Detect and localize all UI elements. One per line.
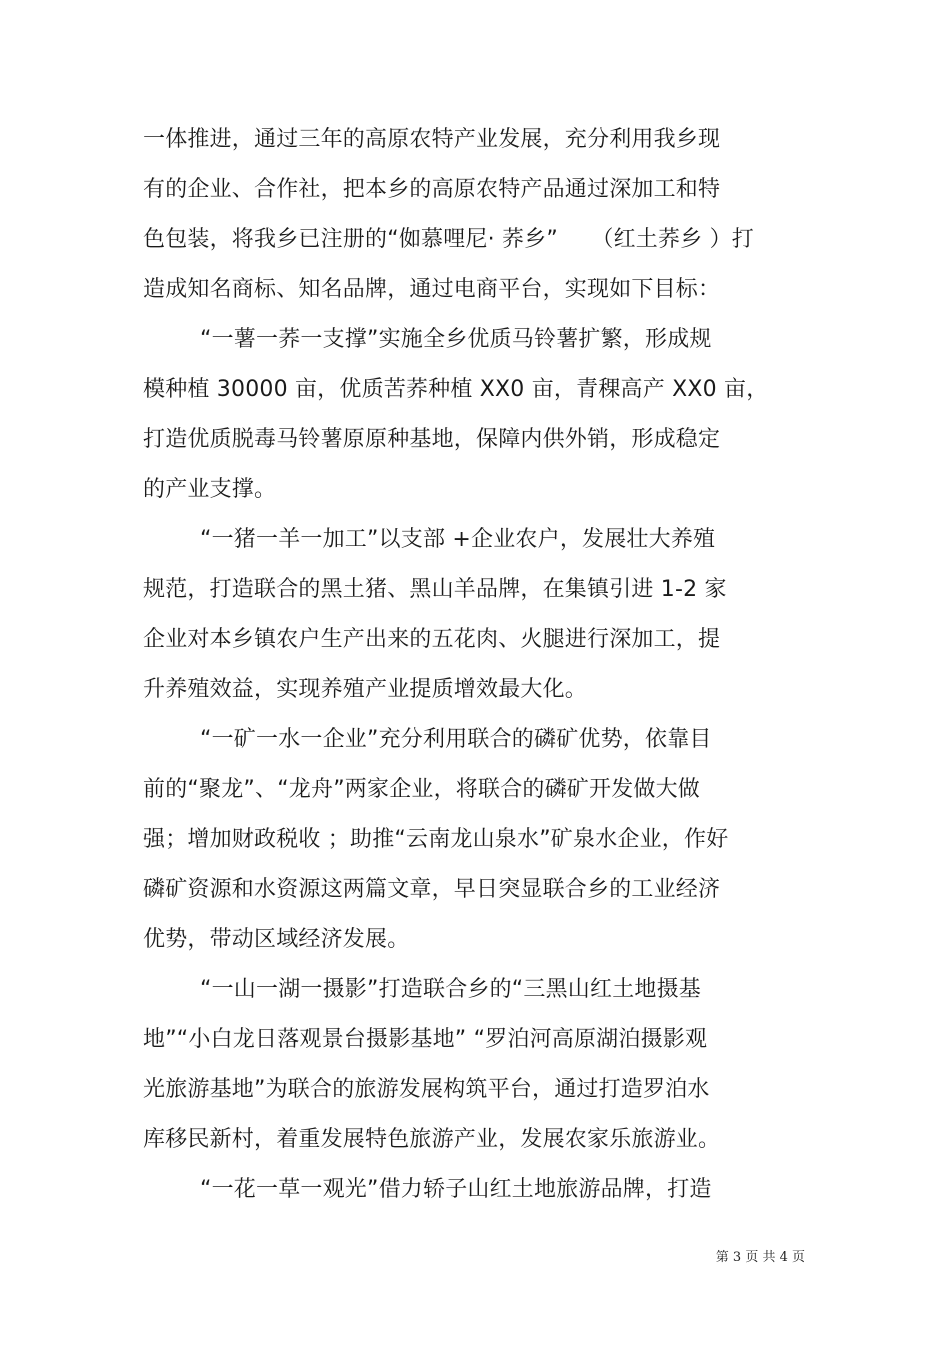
paragraph-line: 一体推进，通过三年的高原农特产业发展，充分利用我乡现 <box>143 127 721 152</box>
paragraph-line: “一花一草一观光”借力轿子山红土地旅游品牌，打造 <box>200 1177 712 1202</box>
paragraph-line: 色包装，将我乡已注册的“侞慕哩尼· 荞乡” （红土荞乡 ）打 <box>143 227 754 252</box>
paragraph-line: 强；增加财政税收 ；助推“云南龙山泉水”矿泉水企业，作好 <box>143 827 729 852</box>
paragraph-line: 前的“聚龙”、“龙舟”两家企业，将联合的磷矿开发做大做 <box>143 777 700 802</box>
paragraph-line: 地”“小白龙日落观景台摄影基地” “罗泊河高原湖泊摄影观 <box>143 1027 708 1052</box>
paragraph-line: 造成知名商标、知名品牌，通过电商平台，实现如下目标： <box>143 277 721 302</box>
paragraph-line: 有的企业、合作社，把本乡的高原农特产品通过深加工和特 <box>143 177 721 202</box>
paragraph-line: 企业对本乡镇农户生产出来的五花肉、火腿进行深加工，提 <box>143 627 721 652</box>
paragraph-line: 光旅游基地”为联合的旅游发展构筑平台，通过打造罗泊水 <box>143 1077 710 1102</box>
paragraph-line: “一矿一水一企业”充分利用联合的磷矿优势，依靠目 <box>200 727 712 752</box>
paragraph-line: 库移民新村，着重发展特色旅游产业，发展农家乐旅游业。 <box>143 1127 721 1152</box>
paragraph-line: 规范，打造联合的黑土猪、黑山羊品牌，在集镇引进 1-2 家 <box>143 577 727 602</box>
page-number: 第 3 页 共 4 页 <box>715 1250 805 1265</box>
paragraph-line: “一山一湖一摄影”打造联合乡的“三黑山红土地摄基 <box>200 977 701 1002</box>
paragraph-line: 的产业支撑。 <box>143 477 277 502</box>
paragraph-line: 优势，带动区域经济发展。 <box>143 927 410 952</box>
paragraph-line: “一猪一羊一加工”以支部 +企业农户，发展壮大养殖 <box>200 527 716 552</box>
paragraph-line: 磷矿资源和水资源这两篇文章，早日突显联合乡的工业经济 <box>143 877 721 902</box>
paragraph-line: 模种植 30000 亩，优质苦荞种植 XX0 亩，青稞高产 XX0 亩， <box>143 377 769 402</box>
paragraph-line: 打造优质脱毒马铃薯原原种基地，保障内供外销，形成稳定 <box>143 427 721 452</box>
paragraph-line: 升养殖效益，实现养殖产业提质增效最大化。 <box>143 677 588 702</box>
paragraph-line: “一薯一荞一支撑”实施全乡优质马铃薯扩繁，形成规 <box>200 327 712 352</box>
